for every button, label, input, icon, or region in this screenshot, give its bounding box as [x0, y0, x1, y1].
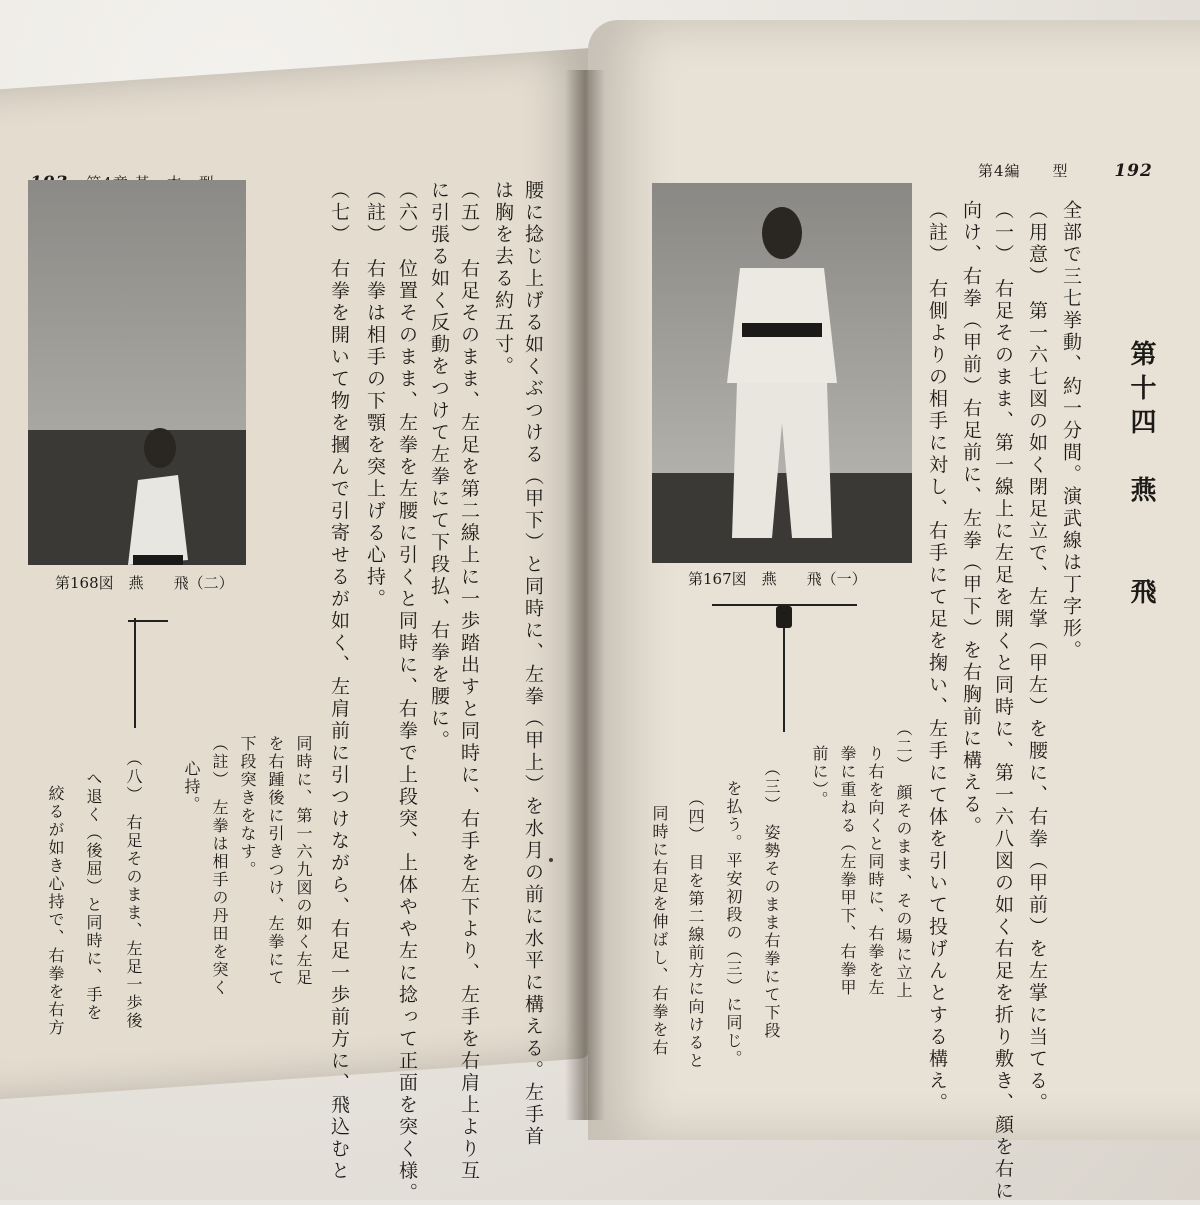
embusen-line-vertical: [134, 618, 136, 728]
right-col-9: 前に）。: [810, 745, 829, 809]
left-col-4: に引張る如く反動をつけて左拳にて下段払、右拳を腰に。: [428, 180, 450, 752]
photo-fig-167: [652, 183, 912, 563]
left-photo-caption: 第168図 燕 飛（二）: [55, 574, 234, 592]
right-col-3: （一） 右足そのまま、第一線上に左足を開くと同時に、第一六八図の如く右足を折り敷き、顔を右に: [992, 200, 1014, 1203]
right-col-2: （用意） 第一六七図の如く閉足立で、左掌（甲左）を腰に、右拳（甲前）を左掌に当てる。: [1026, 200, 1048, 1115]
left-col-12: 心持。: [182, 760, 201, 814]
left-col-3: （五） 右足そのまま、左足を第二線上に一歩踏出すと同時に、右手を左下より、左手を右肩上より互: [458, 180, 480, 1183]
right-col-6: （二） 顔そのまま、その場に立上: [894, 720, 913, 1000]
left-col-9: を右踵後に引きつけ、左拳にて: [266, 735, 285, 987]
left-col-6: （註） 右拳は相手の下顎を突上げる心持。: [364, 180, 386, 611]
right-col-4: 向け、右拳（甲前）右足前に、左拳（甲下）を右胸前に構える。: [960, 200, 982, 838]
left-col-5: （六） 位置そのまま、左拳を左腰に引くと同時に、右拳で上段突、上体やや左に捻って正面を突く様。: [396, 180, 418, 1205]
right-page-header: [978, 160, 1153, 181]
right-col-7: り右を向くと同時に、右拳を左: [866, 745, 885, 997]
feet-marker: [776, 606, 792, 628]
left-col-1: 腰に捻じ上げる如くぶつける（甲下）と同時に、左拳（甲上）を水月の前に水平に構える。左手首: [522, 180, 544, 1148]
right-col-13: 同時に右足を伸ばし、右拳を右: [650, 805, 669, 1057]
right-col-1: 全部で三七挙動、約一分間。演武線は丁字形。: [1060, 200, 1082, 662]
left-col-7: （七） 右拳を開いて物を摑んで引寄せるが如く、左肩前に引つけながら、右足一歩前方に、飛込むと: [328, 180, 350, 1183]
embusen-line-horizontal: [128, 620, 168, 622]
karate-kneeling-figure: [28, 180, 246, 565]
right-photo-caption: 第167図 燕 飛（一）: [688, 570, 867, 588]
kata-title: 第十四 燕 飛: [1126, 340, 1156, 612]
photo-fig-168: [28, 180, 246, 565]
left-col-15: 絞るが如き心持で、右拳を右方: [46, 785, 65, 1037]
left-col-11: （註） 左拳は相手の丹田を突く: [210, 735, 229, 997]
karate-standing-figure: [652, 183, 912, 563]
left-col-8: 同時に、第一六九図の如く左足: [294, 735, 313, 987]
paper-speck: [549, 858, 553, 862]
left-col-14: へ退く（後屈）と同時に、手を: [84, 770, 103, 1022]
right-col-11: を払う。平安初段の（三）に同じ。: [724, 780, 743, 1068]
book-gutter: [565, 70, 605, 1120]
left-col-13: （八） 右足そのまま、左足一歩後: [124, 750, 143, 1030]
right-section-title: 第4編 型: [978, 162, 1069, 180]
right-col-12: （四） 目を第二線前方に向けると: [686, 790, 705, 1070]
left-col-10: 下段突きをなす。: [238, 735, 257, 879]
right-col-5: （註） 右側よりの相手に対し、右手にて足を掬い、左手にて体を引いて投げんとする構え。: [926, 200, 948, 1115]
right-page-number: 192: [1114, 161, 1153, 181]
right-col-10: （三） 姿勢そのまま右拳にて下段: [762, 760, 781, 1040]
right-col-8: 拳に重ねる（左拳甲下、右拳甲: [838, 745, 857, 997]
left-col-2: は胸を去る約五寸。: [492, 180, 514, 378]
